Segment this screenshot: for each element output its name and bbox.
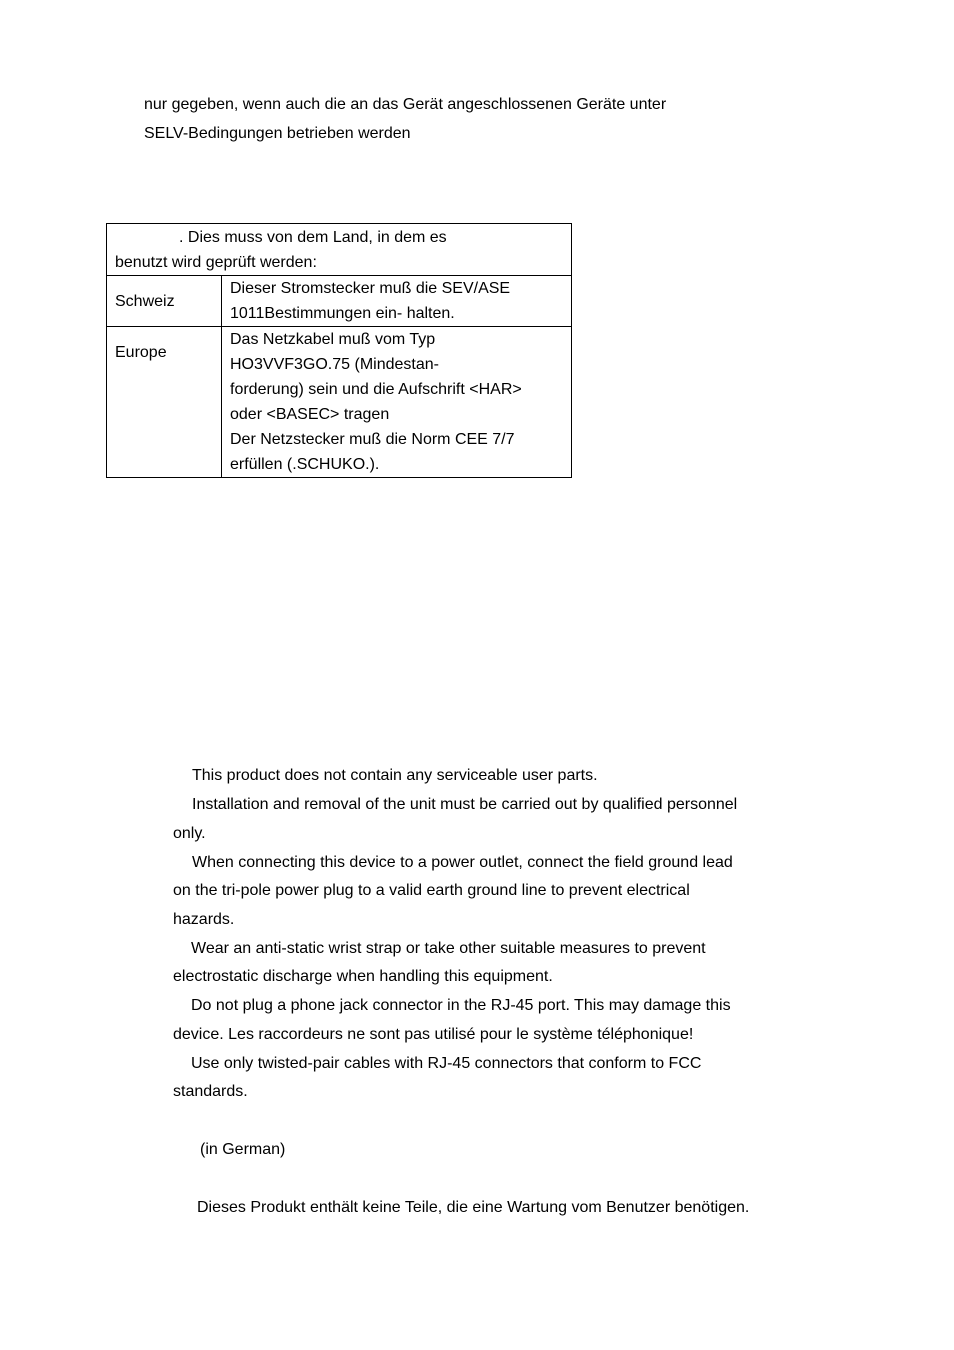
safety-note-line: only. bbox=[173, 825, 206, 842]
safety-note-line: device. Les raccordeurs ne sont pas utilisé pour le système téléphonique! bbox=[173, 1026, 694, 1043]
requirement-line: oder <BASEC> tragen bbox=[230, 406, 390, 423]
safety-note-line: electrostatic discharge when handling this equipment. bbox=[173, 968, 553, 985]
table-header-row bbox=[107, 224, 572, 276]
safety-note-line: When connecting this device to a power outlet, connect the field ground lead bbox=[192, 854, 733, 871]
safety-note-line: Wear an anti-static wrist strap or take other suitable measures to prevent bbox=[191, 940, 706, 957]
requirement-line: Der Netzstecker muß die Norm CEE 7/7 bbox=[230, 431, 515, 448]
section-heading: (in German) bbox=[200, 1141, 286, 1158]
table-header-line: . Dies muss von dem Land, in dem es bbox=[179, 229, 447, 246]
table-row bbox=[107, 276, 572, 327]
paragraph-line: nur gegeben, wenn auch die an das Gerät angeschlossenen Geräte unter bbox=[144, 96, 667, 113]
safety-note-line: on the tri-pole power plug to a valid earth ground line to prevent electrical bbox=[173, 882, 690, 899]
safety-note-line: Dieses Produkt enthält keine Teile, die eine Wartung vom Benutzer benötigen. bbox=[197, 1199, 750, 1216]
requirement-line: Das Netzkabel muß vom Typ bbox=[230, 331, 436, 348]
country-cell: Europe bbox=[107, 327, 222, 478]
requirement-cell bbox=[222, 276, 572, 327]
safety-note-line: standards. bbox=[173, 1083, 248, 1100]
paragraph-line: SELV-Bedingungen betrieben werden bbox=[144, 125, 411, 142]
safety-note-line: Do not plug a phone jack connector in the RJ-45 port. This may damage this bbox=[191, 997, 731, 1014]
safety-note-line: This product does not contain any serviceable user parts. bbox=[192, 767, 598, 784]
power-cord-requirements-table bbox=[106, 223, 572, 478]
safety-note-line: hazards. bbox=[173, 911, 235, 928]
requirement-line: forderung) sein und die Aufschrift <HAR> bbox=[230, 381, 522, 398]
safety-note-line: Installation and removal of the unit must be carried out by qualified personnel bbox=[192, 796, 738, 813]
requirement-line: erfüllen (.SCHUKO.). bbox=[230, 456, 380, 473]
requirement-cell bbox=[222, 327, 572, 478]
requirement-line: Dieser Stromstecker muß die SEV/ASE bbox=[230, 280, 511, 297]
table-row bbox=[107, 327, 572, 478]
table-header-line: benutzt wird geprüft werden: bbox=[115, 254, 317, 271]
country-cell: Schweiz bbox=[107, 276, 222, 327]
table-header-cell bbox=[107, 224, 572, 276]
requirement-line: HO3VVF3GO.75 (Mindestan- bbox=[230, 356, 439, 373]
requirement-line: 1011Bestimmungen ein- halten. bbox=[230, 305, 455, 322]
safety-note-line: Use only twisted-pair cables with RJ-45 connectors that conform to FCC bbox=[191, 1055, 702, 1072]
